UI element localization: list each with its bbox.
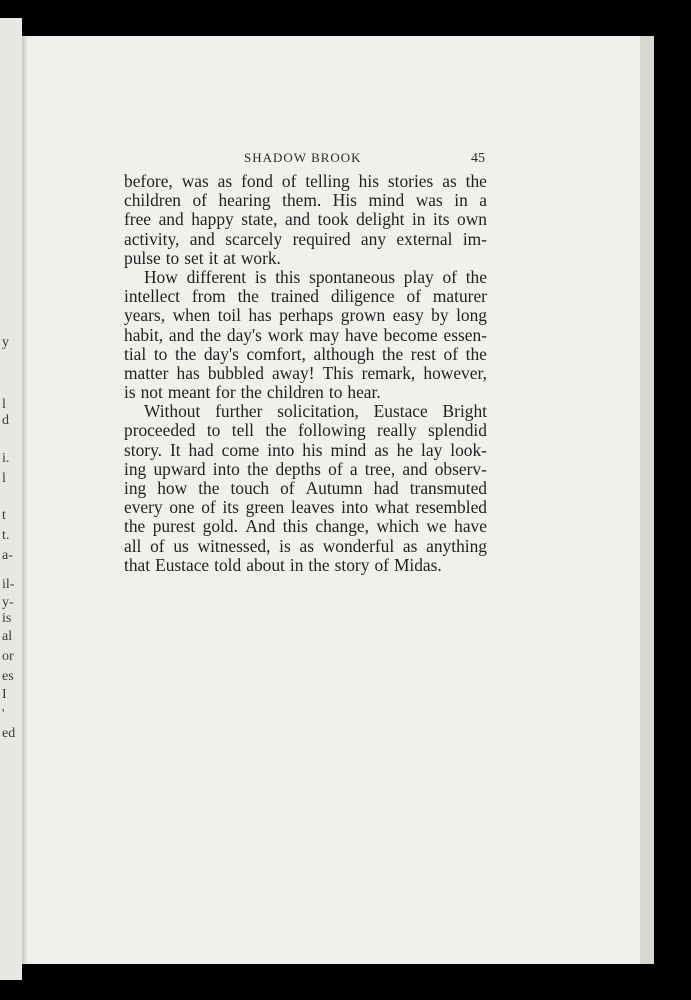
text-line: is not meant for the children to hear. <box>124 382 381 403</box>
facing-page-edge <box>0 18 22 980</box>
text-line: that Eustace told about in the story of Midas. <box>124 554 442 575</box>
text-line: proceeded to tell the following really splendid <box>124 420 487 441</box>
facing-page-text-fragment: a- <box>2 548 13 563</box>
text-line: tial to the day's comfort, although the rest of the <box>124 343 487 364</box>
facing-page-text-fragment: ' <box>2 707 5 722</box>
text-line: pulse to set it at work. <box>124 247 281 268</box>
text-line: before, was as fond of telling his stories as the <box>124 171 487 191</box>
page-number: 45 <box>471 151 485 166</box>
facing-page-text-fragment: I <box>2 687 7 702</box>
running-head: SHADOW BROOK <box>244 150 362 165</box>
text-line: the purest gold. And this change, which we have <box>124 516 487 537</box>
facing-page-text-fragment: i. <box>2 451 10 466</box>
facing-page-text-fragment: d <box>2 413 9 428</box>
text-line: every one of its green leaves into what resembled <box>124 497 487 518</box>
text-line: Without further solicitation, Eustace Bright <box>144 401 487 422</box>
facing-page-text-fragment: l <box>2 397 6 412</box>
facing-page-text-fragment: t <box>2 508 6 523</box>
text-line: habit, and the day's work may have become essen- <box>124 324 487 345</box>
facing-page-text-fragment: is <box>2 611 12 626</box>
facing-page-text-fragment: ed <box>2 726 16 741</box>
text-line: story. It had come into his mind as he lay look- <box>124 439 487 460</box>
facing-page-text-fragment: il- <box>2 577 15 592</box>
text-line: activity, and scarcely required any external im- <box>124 228 487 249</box>
page-right-edge <box>640 36 654 964</box>
text-line: intellect from the trained diligence of maturer <box>124 286 487 307</box>
page-gutter-shadow <box>22 36 28 964</box>
facing-page-text-fragment: l <box>2 471 6 486</box>
text-line: years, when toil has perhaps grown easy by long <box>124 305 487 326</box>
text-line: How different is this spontaneous play of the <box>144 266 487 287</box>
text-line: matter has bubbled away! This remark, however, <box>124 362 487 383</box>
facing-page-text-fragment: y <box>2 335 9 350</box>
facing-page-text-fragment: al <box>2 629 13 644</box>
body-text <box>124 172 487 575</box>
text-line: free and happy state, and took delight in its own <box>124 209 487 230</box>
facing-page-text-fragment: or <box>2 649 14 664</box>
facing-page-text-fragment: t. <box>2 528 10 543</box>
text-line: children of hearing them. His mind was in a <box>124 190 487 211</box>
text-line: ing how the touch of Autumn had transmuted <box>124 478 487 498</box>
text-line: all of us witnessed, is as wonderful as anything <box>124 535 487 556</box>
facing-page-text-fragment: es <box>2 669 14 684</box>
facing-page-text-fragment: y- <box>2 595 14 610</box>
text-line: ing upward into the depths of a tree, and observ- <box>124 458 487 479</box>
